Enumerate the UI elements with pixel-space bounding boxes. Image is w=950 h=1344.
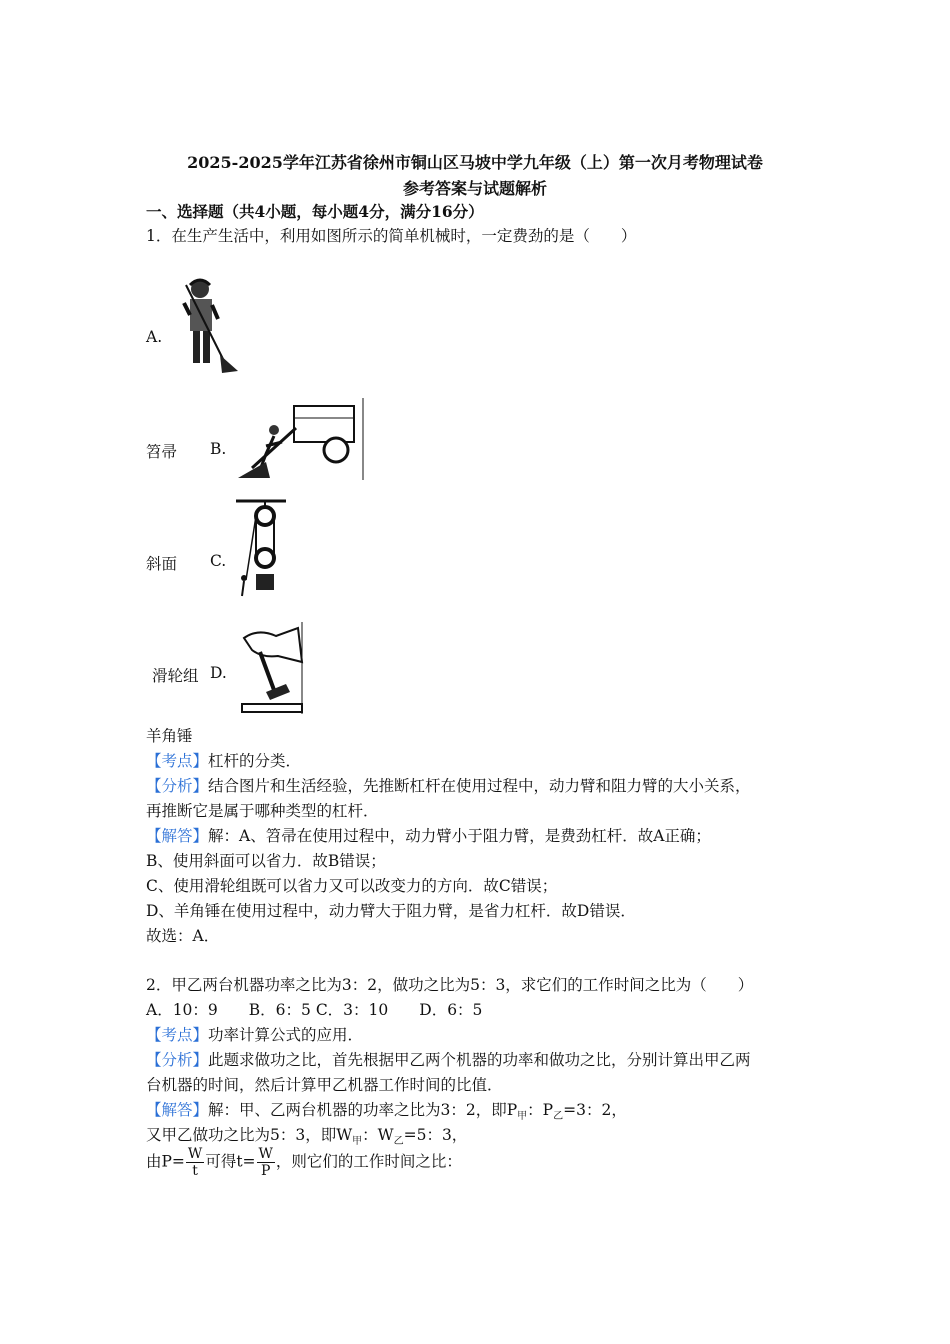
fenxi-tag: 【分析】 (146, 777, 209, 795)
q1-jieda-b: B、使用斜面可以省力．故B错误； (146, 852, 386, 870)
q1-option-d-label: D. (210, 664, 227, 682)
q1-jieda (146, 824, 711, 846)
claw-hammer-figure (238, 622, 304, 716)
subscript-yi: 乙 (393, 1136, 404, 1148)
q1-jieda-c: C、使用滑轮组既可以省力又可以改变力的方向．故C错误； (146, 877, 558, 895)
fraction-w-over-t (186, 1146, 204, 1179)
pulley-block-figure (232, 498, 288, 598)
q2-fenxi (146, 1048, 751, 1070)
q2-options: A．10：9 B．6：5 C．3：10 D．6：5 (146, 1001, 483, 1019)
jieda2-text-a: 又甲乙做功之比为5：3，即W (146, 1126, 353, 1144)
subscript-jia: 甲 (352, 1136, 363, 1148)
subscript-yi: 乙 (553, 1111, 564, 1123)
subscript-jia: 甲 (517, 1111, 528, 1123)
q1-option-d-prefix: 滑轮组 (152, 667, 199, 685)
fenxi-tag: 【分析】 (146, 1051, 209, 1069)
q1-option-a-label: A. (146, 328, 163, 346)
document-subtitle: 参考答案与试题解析 (402, 179, 547, 198)
inclined-plane-figure (236, 398, 364, 480)
jieda-tag: 【解答】 (146, 1101, 209, 1119)
kaodian-text: 功率计算公式的应用． (208, 1026, 364, 1044)
numerator: W (258, 1146, 273, 1162)
fenxi-text: 此题求做功之比，首先根据甲乙两个机器的功率和做功之比，分别计算出甲乙两 (208, 1051, 751, 1069)
jieda2-text-c: =5：3， (403, 1126, 468, 1144)
broom-figure (176, 275, 242, 375)
kaodian-tag: 【考点】 (146, 752, 209, 770)
q1-option-d-suffix: 羊角锤 (146, 727, 193, 745)
denominator: t (192, 1163, 198, 1179)
jieda-text: 解：A、笤帚在使用过程中，动力臂小于阻力臂，是费劲杠杆．故A正确； (208, 827, 711, 845)
q1-jieda-d: D、羊角锤在使用过程中，动力臂大于阻力臂，是省力杠杆．故D错误． (146, 902, 636, 920)
q2-fenxi-cont: 台机器的时间，然后计算甲乙机器工作时间的比值． (146, 1076, 503, 1094)
fenxi-text: 结合图片和生活经验，先推断杠杆在使用过程中，动力臂和阻力臂的大小关系， (208, 777, 751, 795)
jieda-text-colon: ：P (527, 1101, 554, 1119)
q1-stem: 1．在生产生活中，利用如图所示的简单机械时，一定费劲的是（ ） (146, 227, 637, 245)
q1-answer: 故选：A． (146, 927, 220, 945)
q2-formula (146, 1146, 462, 1179)
q2-stem: 2．甲乙两台机器功率之比为3：2，做功之比为5：3，求它们的工作时间之比为（ ） (146, 976, 754, 994)
section-heading: 一、选择题（共4小题，每小题4分，满分16分） (146, 202, 484, 221)
q1-option-b-prefix: 笤帚 (146, 443, 178, 461)
formula-middle: 可得t= (205, 1152, 256, 1171)
formula-suffix: ，则它们的工作时间之比： (275, 1152, 462, 1171)
q1-fenxi (146, 774, 751, 796)
q1-kaodian (146, 749, 301, 771)
q2-jieda (146, 1098, 627, 1122)
numerator: W (187, 1146, 203, 1162)
q1-option-b-label: B. (210, 440, 227, 458)
q1-fenxi-cont: 再推断它是属于哪种类型的杠杆． (146, 802, 379, 820)
q1-option-c-prefix: 斜面 (146, 555, 178, 573)
jieda-text-b: =3：2， (563, 1101, 627, 1119)
denominator: P (261, 1163, 271, 1179)
jieda-tag: 【解答】 (146, 827, 209, 845)
document-title: 2025-2025学年江苏省徐州市铜山区马坡中学九年级（上）第一次月考物理试卷 (187, 153, 763, 172)
q2-jieda-2 (146, 1123, 467, 1147)
q2-kaodian (146, 1023, 363, 1045)
kaodian-tag: 【考点】 (146, 1026, 209, 1044)
fraction-w-over-p (257, 1146, 275, 1179)
jieda2-text-b: ：W (362, 1126, 394, 1144)
q1-option-c-label: C. (210, 552, 227, 570)
kaodian-text: 杠杆的分类． (208, 752, 302, 770)
jieda-text-a: 解：甲、乙两台机器的功率之比为3：2，即P (208, 1101, 518, 1119)
formula-prefix: 由P= (146, 1152, 185, 1171)
